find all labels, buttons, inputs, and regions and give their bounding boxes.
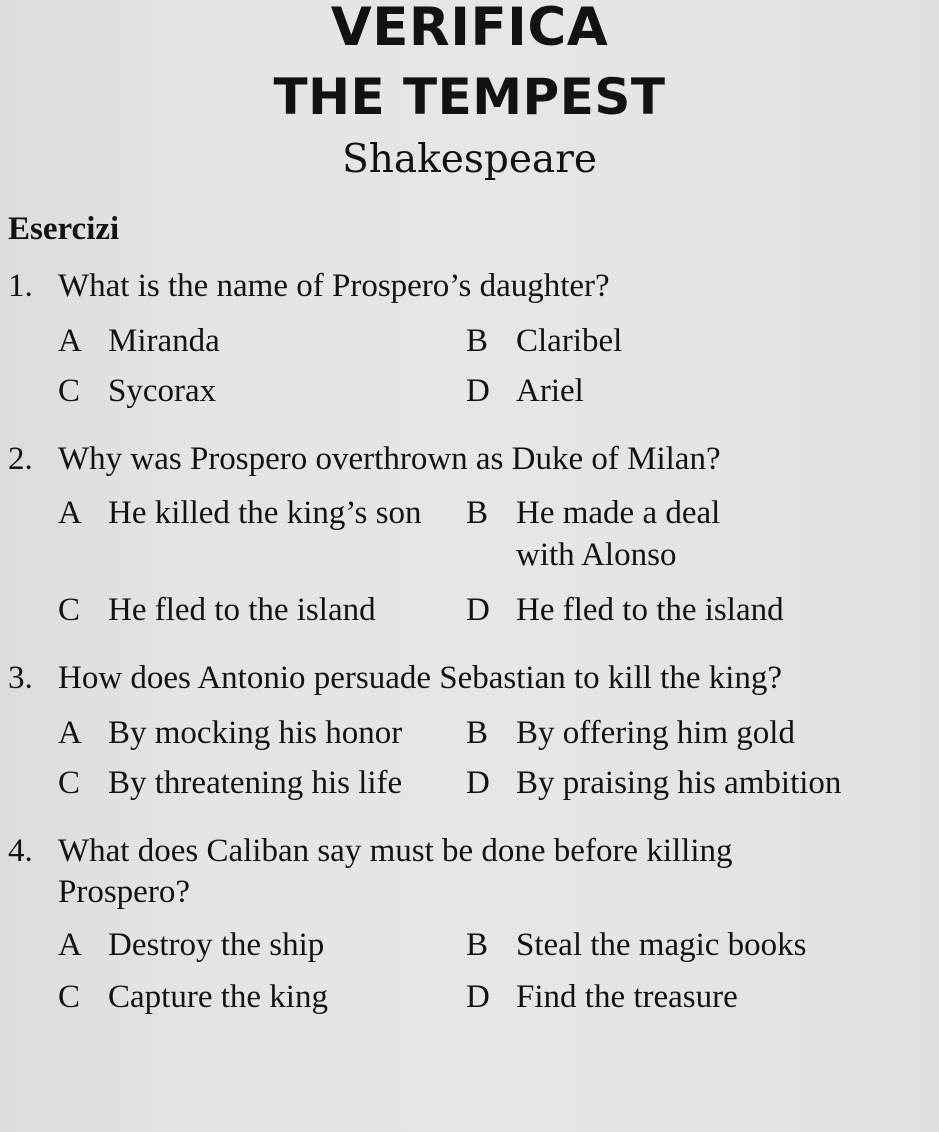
option-text: By praising his ambition [516, 765, 842, 801]
option-text: Steal the magic books [516, 927, 807, 963]
question-text: What does Caliban say must be done before killing [58, 833, 733, 869]
option-letter: C [58, 765, 81, 801]
option-text: He made a deal [516, 495, 721, 531]
option-text: Miranda [108, 323, 220, 359]
option-letter: D [466, 765, 490, 801]
option-text: He killed the king’s son [108, 495, 422, 531]
page-title: VERIFICA [330, 0, 609, 58]
question-text: What is the name of Prospero’s daughter? [58, 268, 610, 304]
option-text: By offering him gold [516, 715, 795, 751]
option-letter: B [466, 495, 489, 531]
option-text: Find the treasure [516, 979, 738, 1015]
option-text-continued: with Alonso [516, 537, 677, 573]
option-letter: B [466, 927, 489, 963]
option-text: Claribel [516, 323, 623, 359]
option-text: By threatening his life [108, 765, 403, 801]
question-number: 4. [8, 833, 33, 869]
option-letter: A [58, 323, 82, 359]
option-letter: A [58, 927, 82, 963]
question-number: 2. [8, 441, 33, 477]
option-text: Sycorax [108, 373, 217, 409]
question-text-continued: Prospero? [58, 874, 190, 910]
question-number: 3. [8, 660, 33, 696]
option-text: Ariel [516, 373, 584, 409]
question-text: How does Antonio persuade Sebastian to kill the king? [58, 660, 783, 696]
option-letter: D [466, 979, 490, 1015]
option-letter: C [58, 979, 81, 1015]
question-number: 1. [8, 268, 33, 304]
option-letter: A [58, 715, 82, 751]
option-text: Destroy the ship [108, 927, 325, 963]
option-letter: B [466, 323, 489, 359]
option-text: He fled to the island [108, 592, 376, 628]
option-letter: D [466, 592, 490, 628]
author-name: Shakespeare [342, 137, 597, 182]
option-letter: A [58, 495, 82, 531]
section-heading: Esercizi [8, 211, 120, 247]
option-text: By mocking his honor [108, 715, 403, 751]
option-letter: D [466, 373, 490, 409]
option-letter: C [58, 373, 81, 409]
option-letter: C [58, 592, 81, 628]
option-letter: B [466, 715, 489, 751]
option-text: He fled to the island [516, 592, 784, 628]
work-title: THE TEMPEST [273, 68, 666, 126]
question-text: Why was Prospero overthrown as Duke of Milan? [58, 441, 721, 477]
option-text: Capture the king [108, 979, 328, 1015]
